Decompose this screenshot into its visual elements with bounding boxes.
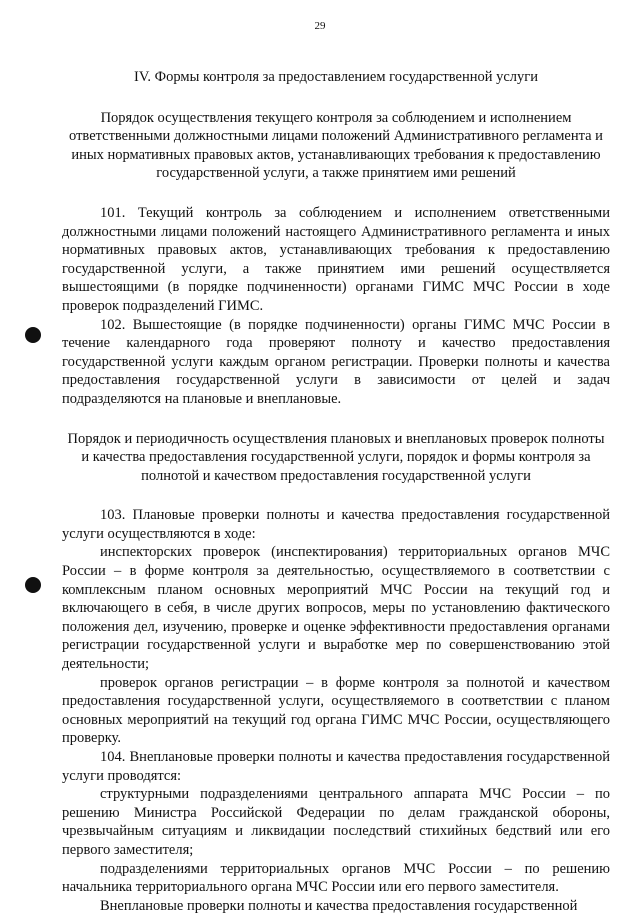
- paragraph-102: 102. Вышестоящие (в порядке подчиненности) органы ГИМС МЧС России в течение календарного года проверяют полноту и качество предоставления государственной услуги каждым органом регистрации. Проверки полноты и качества предоставления государственной услуги в зависимости от целей и задач подразделяются на плановые и внеплановые.: [62, 316, 610, 407]
- paragraph-104: 104. Внеплановые проверки полноты и качества предоставления государственной услуги проводятся:: [62, 749, 610, 784]
- paragraph-103: 103. Плановые проверки полноты и качества предоставления государственной услуги осуществляются в ходе:: [62, 507, 610, 542]
- punch-hole-top: [25, 327, 41, 343]
- punch-hole-bottom: [25, 577, 41, 593]
- subheading-inspections: Порядок и периодичность осуществления плановых и внеплановых проверок полноты и качества предоставления государственной услуги, порядок и формы контроля за полнотой и качеством предоставления государственной услуги: [67, 430, 605, 484]
- section-title: IV. Формы контроля за предоставлением государственной услуги: [134, 69, 538, 85]
- paragraph-unscheduled: Внеплановые проверки полноты и качества предоставления государственной: [100, 897, 578, 914]
- paragraph-104-item-2: подразделениями территориальных органов МЧС России – по решению начальника территориального органа МЧС России или его первого заместителя.: [62, 860, 610, 896]
- paragraph-103-item-2: проверок органов регистрации – в форме контроля за полнотой и качеством предоставления государственной услуги, осуществляемого в соответствии с планом основных мероприятий на текущий год органа ГИМС МЧС России, осуществляющего проверку.: [62, 674, 610, 747]
- subheading-current-control: Порядок осуществления текущего контроля за соблюдением и исполнением ответственными должностными лицами положений Административного регламента и иных нормативных правовых актов, устанавливающих требования к предоставлению государственной услуги, а также принятием ими решений: [69, 109, 603, 182]
- paragraph-104-item-1: структурными подразделениями центрального аппарата МЧС России – по решению Министра Российской Федерации по делам гражданской обороны, чрезвычайным ситуациям и ликвидации последствий стихийных бедствий или его первого заместителя;: [62, 786, 610, 858]
- paragraph-103-item-1: инспекторских проверок (инспектирования) территориальных органов МЧС России – в форме контроля за деятельностью, осуществляемого в соответствии с комплексным планом основных мероприятий МЧС России на текущий год и включающего в себя, в числе других вопросов, меры по установлению фактического положения дел, изучению, проверке и оценке эффективности предоставления органами регистрации государственной услуги и выработке мер по совершенствованию этой деятельности;: [62, 544, 610, 673]
- paragraph-101: 101. Текущий контроль за соблюдением и исполнением ответственными должностными лицами положений настоящего Административного регламента и иных нормативных правовых актов, устанавливающих требования к предоставлению государственной услуги, а также принятием ими решений осуществляется вышестоящими (в порядке подчиненности) органами ГИМС МЧС России в ходе проверок подразделений ГИМС.: [62, 204, 610, 314]
- document-body: [62, 68, 610, 915]
- page-number: 29: [314, 20, 326, 32]
